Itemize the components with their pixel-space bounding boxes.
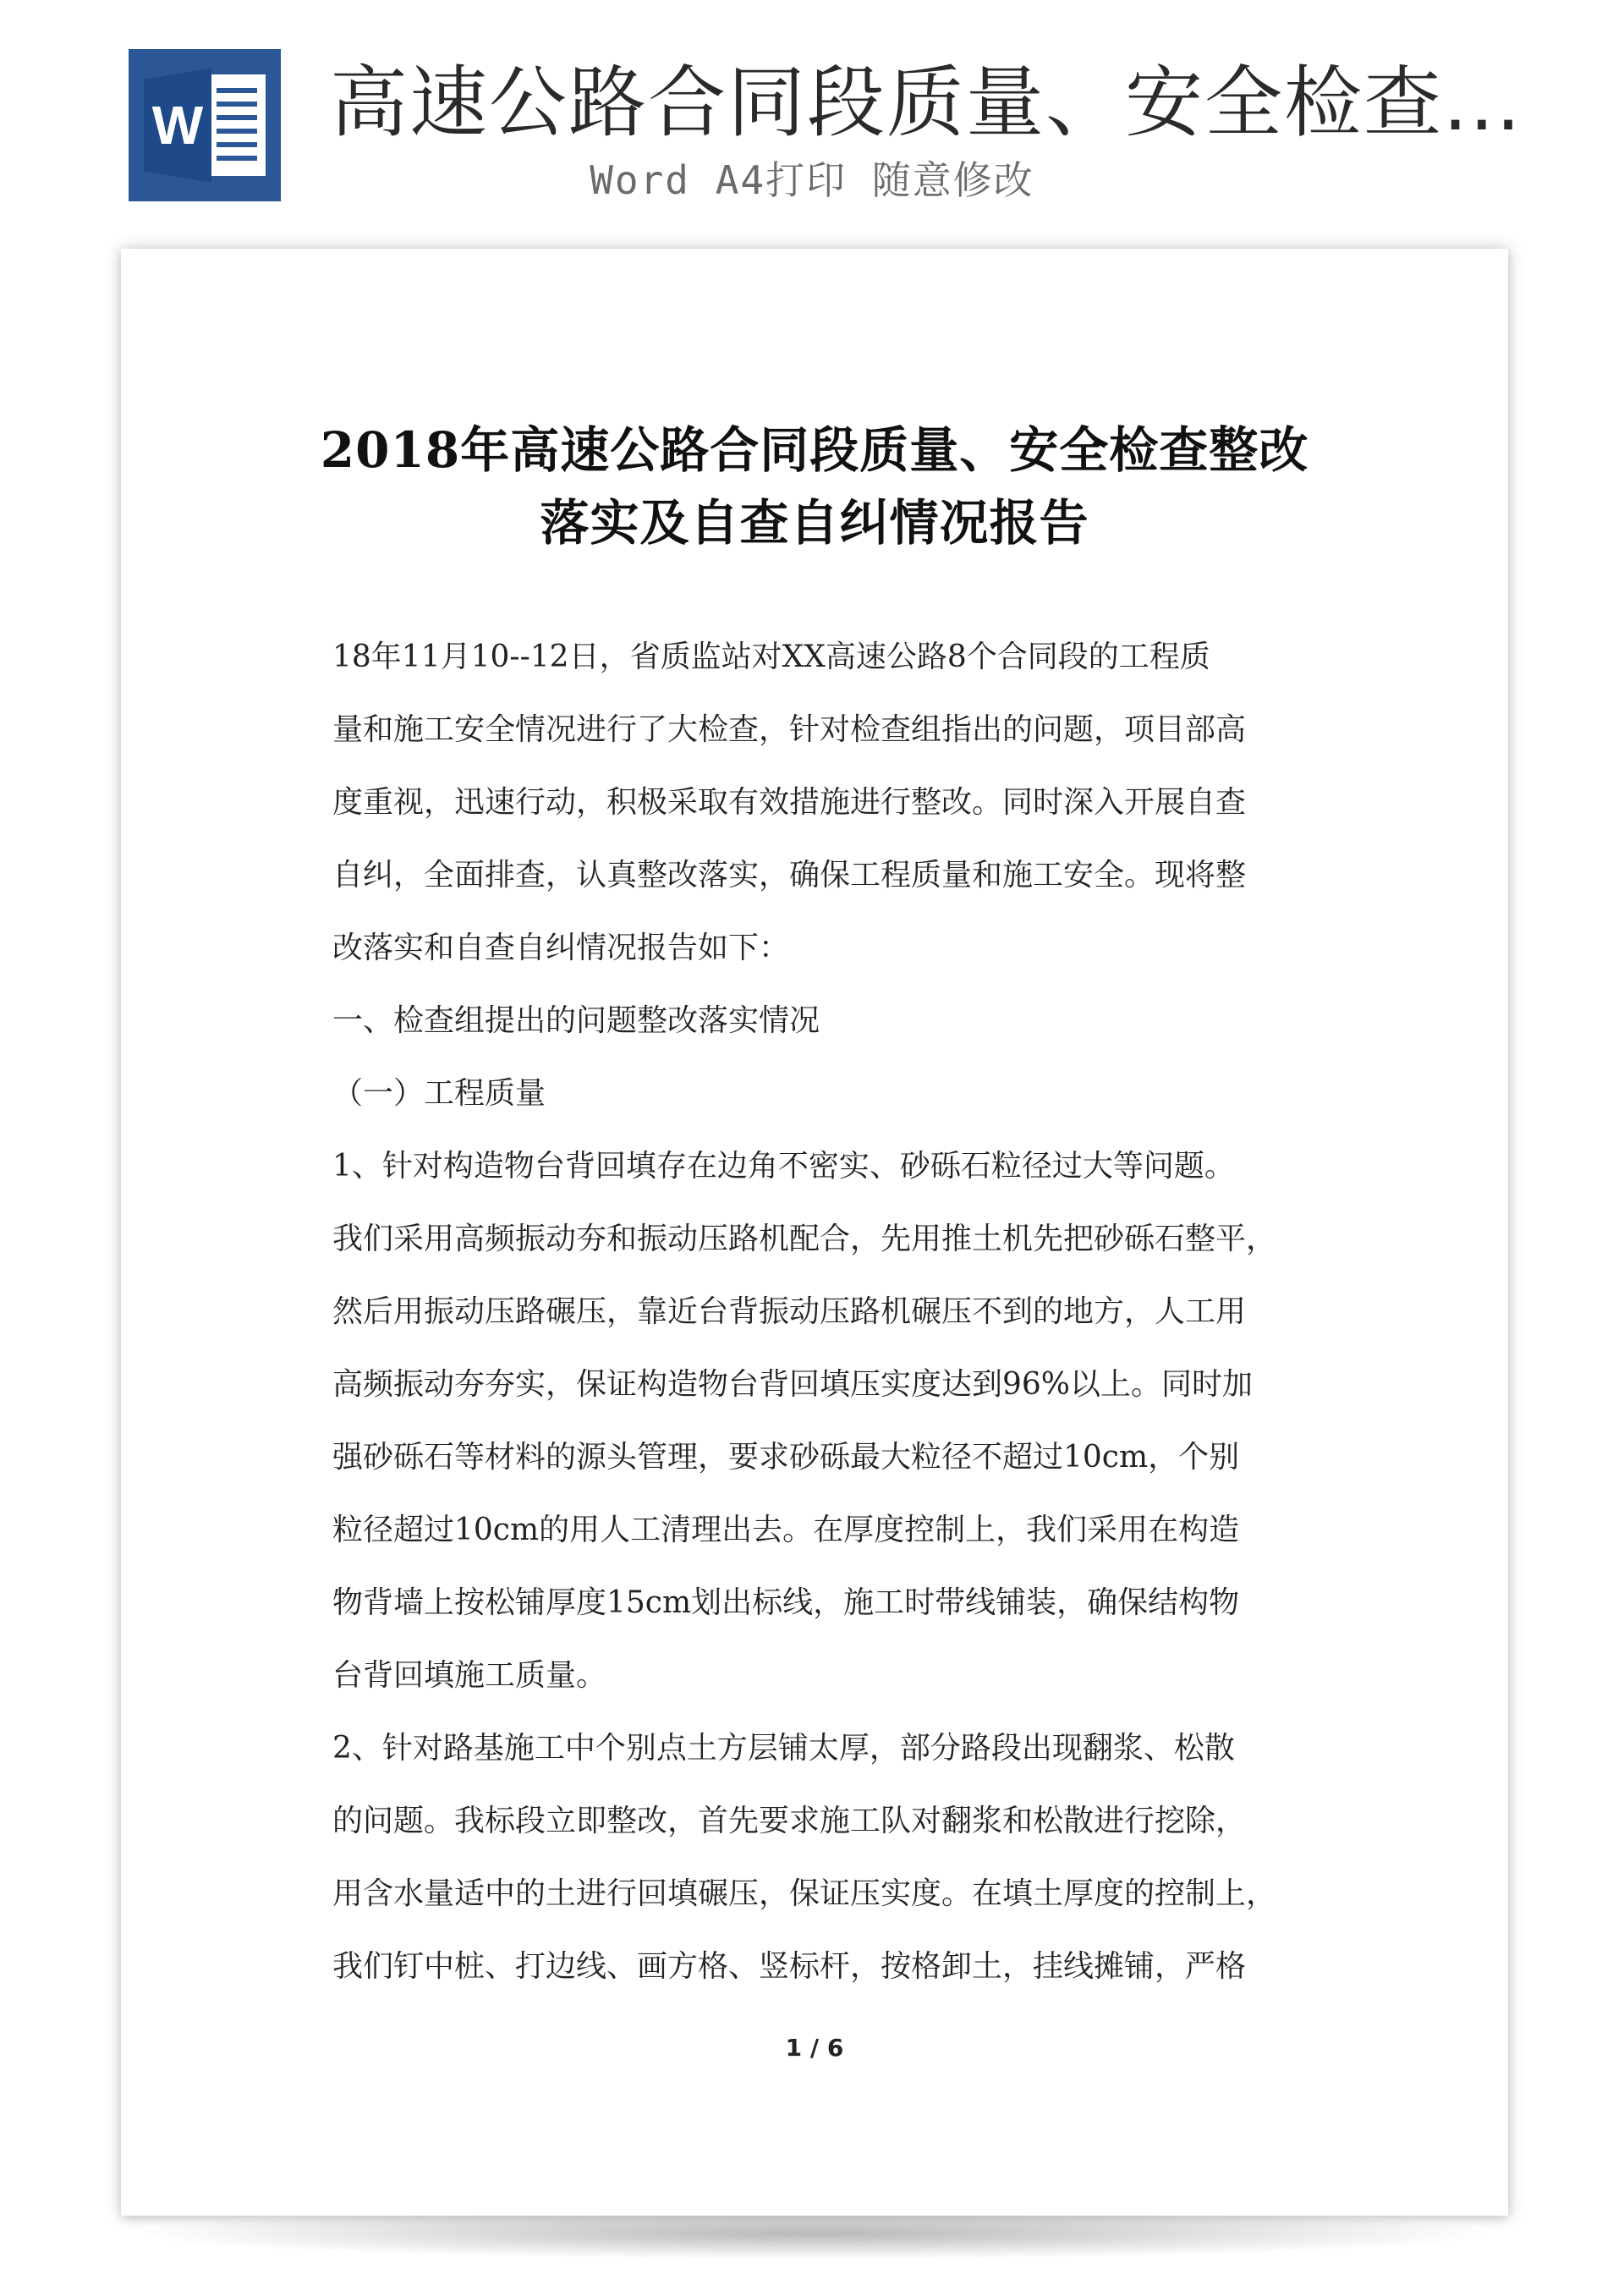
header-banner	[0, 0, 1624, 245]
page-shadow	[145, 2208, 1482, 2259]
section-heading: 一、检查组提出的问题整改落实情况	[332, 1003, 820, 1038]
body-line: 改落实和自查自纠情况报告如下：	[332, 931, 790, 965]
body-line: 度重视，迅速行动，积极采取有效措施进行整改。同时深入开展自查	[332, 785, 1247, 820]
page-number: 1 / 6	[785, 2034, 844, 2062]
document-title	[222, 414, 1407, 559]
page-subtitle: Word A4打印 随意修改	[590, 157, 1034, 203]
document-page	[121, 249, 1508, 2216]
body-line: 高频振动夯夯实，保证构造物台背回填压实度达到96%以上。同时加	[332, 1367, 1254, 1402]
body-line: 1、针对构造物台背回填存在边角不密实、砂砾石粒径过大等问题。	[332, 1149, 1235, 1184]
body-line: 自纠，全面排查，认真整改落实，确保工程质量和施工安全。现将整	[332, 858, 1247, 893]
document-body	[332, 621, 1314, 2003]
body-line: 然后用振动压路碾压，靠近台背振动压路机碾压不到的地方，人工用	[332, 1294, 1247, 1329]
body-line: 我们采用高频振动夯和振动压路机配合，先用推土机先把砂砾石整平，	[332, 1222, 1277, 1256]
subsection-heading: （一）工程质量	[332, 1076, 546, 1111]
body-line: 用含水量适中的土进行回填碾压，保证压实度。在填土厚度的控制上，	[332, 1876, 1277, 1911]
body-line: 物背墙上按松铺厚度15cm划出标线，施工时带线铺装，确保结构物	[332, 1585, 1240, 1620]
document-title-line: 落实及自查自纠情况报告	[540, 494, 1089, 552]
body-line: 强砂砾石等材料的源头管理，要求砂砾最大粒径不超过10cm，个别	[332, 1440, 1240, 1475]
body-line: 的问题。我标段立即整改，首先要求施工队对翻浆和松散进行挖除，	[332, 1804, 1247, 1838]
body-line: 18年11月10--12日，省质监站对XX高速公路8个合同段的工程质	[332, 640, 1210, 674]
word-icon-letter: W	[151, 95, 204, 156]
body-line: 我们钉中桩、打边线、画方格、竖标杆，按格卸土，挂线摊铺，严格	[332, 1949, 1247, 1984]
body-line: 粒径超过10cm的用人工清理出去。在厚度控制上，我们采用在构造	[332, 1513, 1240, 1547]
body-line: 台背回填施工质量。	[332, 1658, 607, 1693]
body-line: 量和施工安全情况进行了大检查，针对检查组指出的问题，项目部高	[332, 712, 1247, 747]
body-line: 2、针对路基施工中个别点土方层铺太厚，部分路段出现翻浆、松散	[332, 1731, 1235, 1766]
page-title: 高速公路合同段质量、安全检查...	[330, 58, 1522, 148]
document-title-line: 2018年高速公路合同段质量、安全检查整改	[320, 421, 1309, 479]
